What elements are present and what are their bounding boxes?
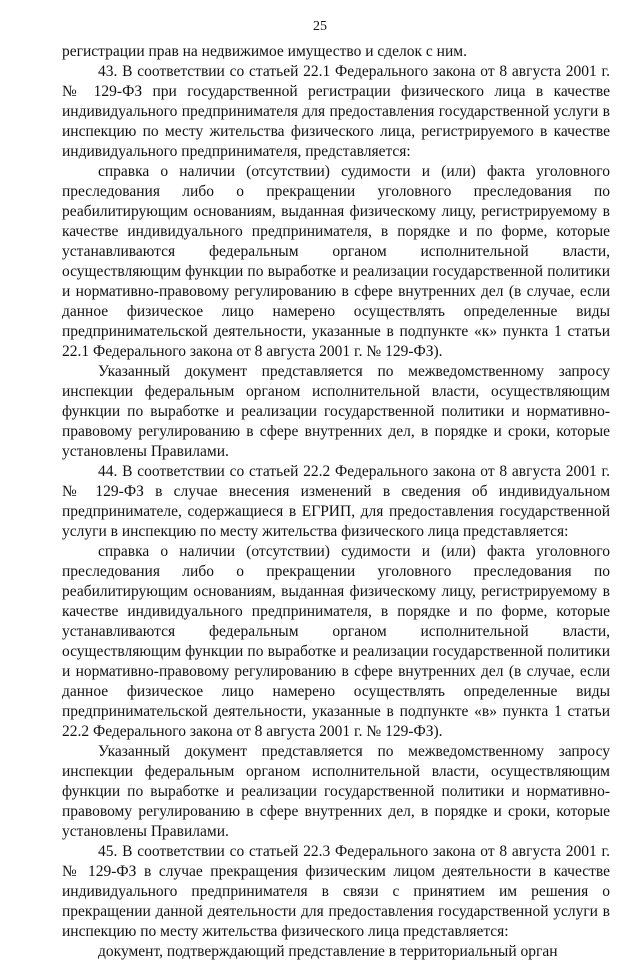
paragraph-item-44: 44. В соответствии со статьей 22.2 Федерального закона от 8 августа 2001 г. № 129-ФЗ в случае внесения изменений в сведения об индивидуальном предпринимателе, содержащиеся в ЕГРИП, для предоставления государственной услуги в инспекцию по месту жительства физического лица представляется: [62, 463, 610, 540]
paragraph-continuation: регистрации прав на недвижимое имущество и сделок с ним. [62, 43, 467, 60]
paragraph-item-43: 43. В соответствии со статьей 22.1 Федерального закона от 8 августа 2001 г. № 129-ФЗ при государственной регистрации физического лица в качестве индивидуального предпринимателя для предоставления государственной услуги в инспекцию по месту жительства физического лица, регистрируемого в качестве индивидуального предпринимателя, представляется: [62, 63, 610, 160]
paragraph-request-44: Указанный документ представляется по межведомственному запросу инспекции федеральным органом исполнительной власти, осуществляющим функции по выработке и реализации государственной политики и нормативно-правовому регулированию в сфере внутренних дел, в порядке и сроки, которые установлены Правилами. [62, 743, 610, 840]
paragraph-request-43: Указанный документ представляется по межведомственному запросу инспекции федеральным органом исполнительной власти, осуществляющим функции по выработке и реализации государственной политики и нормативно-правовому регулированию в сфере внутренних дел, в порядке и сроки, которые установлены Правилами. [62, 363, 610, 460]
paragraph-certificate-43: справка о наличии (отсутствии) судимости и (или) факта уголовного преследования либо о прекращении уголовного преследования по реабилитирующим основаниям, выданная физическому лицу, регистрируемому в качестве индивидуального предпринимателя, в порядке и по форме, которые устанавливаются федеральным органом исполнительной власти, осуществляющим функции по выработке и реализации государственной политики и нормативно-правовому регулированию в сфере внутренних дел (в случае, если данное физическое лицо намерено осуществлять определенные виды предпринимательской деятельности, указанные в подпункте «к» пункта 1 статьи 22.1 Федерального закона от 8 августа 2001 г. № 129-ФЗ). [62, 163, 610, 360]
paragraph-item-45: 45. В соответствии со статьей 22.3 Федерального закона от 8 августа 2001 г. № 129-ФЗ в случае прекращения физическим лицом деятельности в качестве индивидуального предпринимателя в связи с принятием им решения о прекращении данной деятельности для предоставления государственной услуги в инспекцию по месту жительства физического лица представляется: [62, 843, 610, 940]
paragraph-document-45: документ, подтверждающий представление в территориальный орган [98, 943, 558, 960]
paragraph-certificate-44: справка о наличии (отсутствии) судимости и (или) факта уголовного преследования либо о прекращении уголовного преследования по реабилитирующим основаниям, выданная физическому лицу, регистрируемому в качестве индивидуального предпринимателя, в порядке и по форме, которые устанавливаются федеральным органом исполнительной власти, осуществляющим функции по выработке и реализации государственной политики и нормативно-правовому регулированию в сфере внутренних дел (в случае, если данное физическое лицо намерено осуществлять определенные виды предпринимательской деятельности, указанные в подпункте «в» пункта 1 статьи 22.2 Федерального закона от 8 августа 2001 г. № 129-ФЗ). [62, 543, 610, 740]
document-body [62, 42, 610, 962]
page-number: 25 [313, 19, 327, 34]
